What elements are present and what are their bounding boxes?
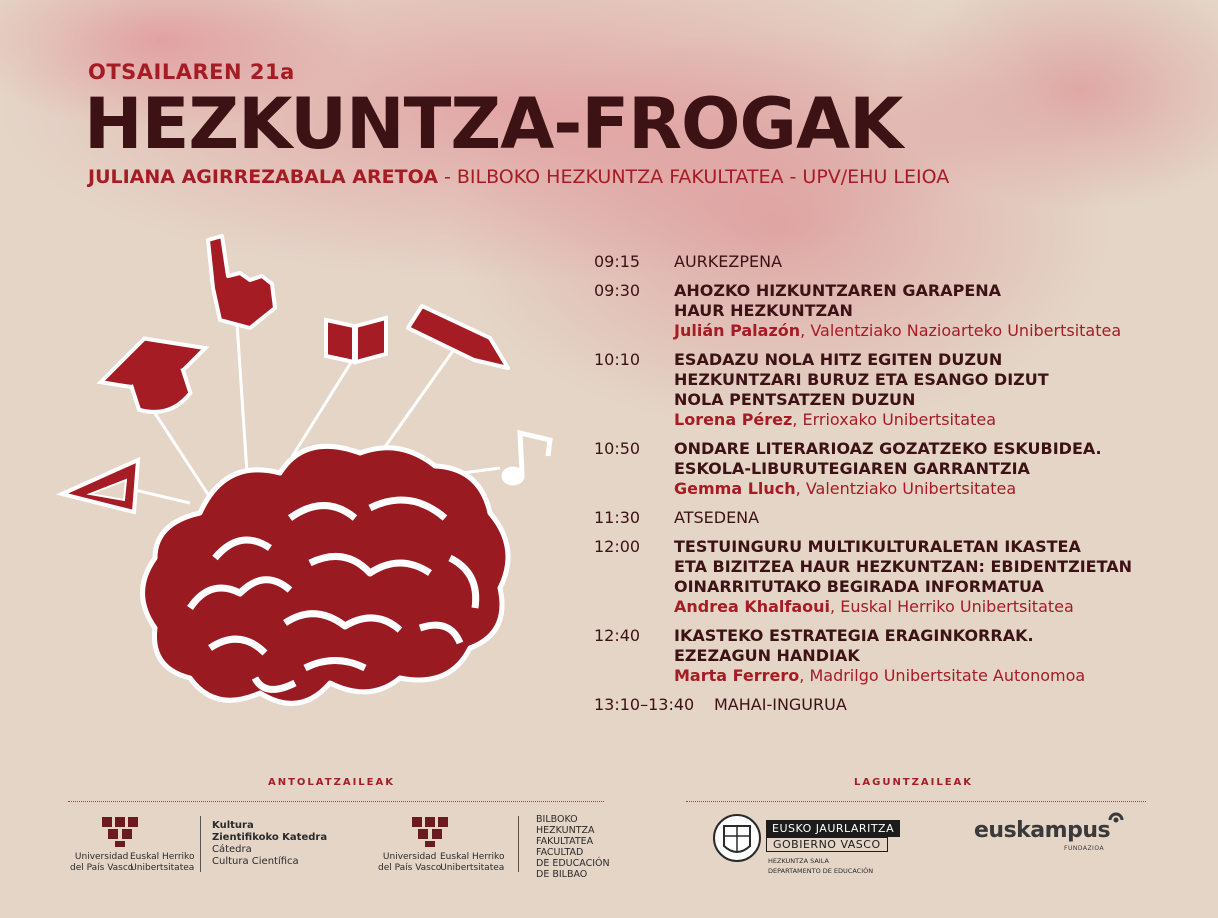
talk-speaker [674,321,1194,341]
program-schedule [594,252,1194,724]
speaker-affiliation: , Valentziako Unibertsitatea [795,479,1017,498]
euskampus-logo: euskampus [974,818,1111,843]
slot-time: 11:30 [594,508,641,527]
fakultatea-line: FACULTAD [536,847,584,858]
gov-dept-es: DEPARTAMENTO DE EDUCACIÓN [768,867,874,875]
fakultatea-line: DE BILBAO [536,869,588,880]
upv-eu-line: Unibertsitatea [130,863,195,873]
slot-label: MAHAI-INGURUA [714,695,847,714]
speaker-name: Julián Palazón [674,321,801,340]
speaker-name: Andrea Khalfaoui [674,597,831,616]
upv-es-line: del País Vasco [378,863,442,873]
upv-eu-line: Unibertsitatea [440,863,505,873]
talk-title-line: EZEZAGUN HANDIAK [674,646,860,665]
upv-eu-line: Euskal Herriko [130,852,195,862]
mortarboard-icon [92,322,220,427]
pointing-hand-icon [208,236,275,328]
upv-es-line: Universidad [74,852,129,862]
upv-es-line: del País Vasco [70,863,134,873]
triangle-ruler-icon [62,460,138,512]
katedra-line: Kultura [212,820,254,831]
upv-ehu-logo-icon [410,815,450,847]
katedra-line: Zientifikoko Katedra [212,832,328,843]
event-venue [88,166,949,188]
talk-title-line: ESKOLA-LIBURUTEGIAREN GARRANTZIA [674,459,1030,478]
euskampus-swirl-icon [1106,810,1126,830]
logo-separator [518,816,519,872]
program-slot-1010 [594,350,1194,430]
talk-title-line: IKASTEKO ESTRATEGIA ERAGINKORRAK. [674,626,1034,645]
slot-time: 09:15 [594,252,641,271]
talk-title-line: AHOZKO HIZKUNTZAREN GARAPENA [674,281,1002,300]
katedra-text [212,820,327,868]
upv-es-name [70,852,133,874]
speaker-affiliation: , Valentziako Nazioarteko Unibertsitatea [800,321,1122,340]
program-slot-0930 [594,281,1194,341]
talk-speaker [674,597,1194,617]
basque-government-emblem-icon [712,812,762,864]
talk-title-line: TESTUINGURU MULTIKULTURALETAN IKASTEA [674,537,1081,556]
slot-time: 10:10 [594,350,641,369]
fakultatea-line: HEZKUNTZA [536,825,595,836]
fakultatea-line: DE EDUCACIÓN [536,858,610,869]
organizers-divider [68,801,604,802]
upv-es-line: Universidad [382,852,437,862]
brain-icon [143,446,509,703]
gov-dept-eu: HEZKUNTZA SAILA [768,857,829,865]
slot-time: 10:50 [594,439,641,458]
speaker-affiliation: , Euskal Herriko Unibertsitatea [830,597,1074,616]
program-slot-1240 [594,626,1194,686]
gov-name-es: GOBIERNO VASCO [766,837,888,852]
event-title: HEZKUNTZA-FROGAK [84,83,903,165]
brain-illustration [50,228,570,748]
program-slot-0915 [594,252,1194,272]
talk-title-line: HEZKUNTZARI BURUZ ETA ESANGO DIZUT [674,370,1049,389]
slot-time: 13:10–13:40 [594,695,695,714]
talk-title-line: HAUR HEZKUNTZAN [674,301,853,320]
fakultatea-text [536,814,610,880]
talk-title-line: OINARRITUTAKO BEGIRADA INFORMATUA [674,577,1044,596]
slot-time: 09:30 [594,281,641,300]
music-note-icon [504,433,550,483]
speaker-affiliation: , Errioxako Unibertsitatea [792,410,996,429]
speaker-name: Marta Ferrero [674,666,800,685]
fakultatea-line: BILBOKO [536,814,578,825]
gov-name-eu: EUSKO JAURLARITZA [766,820,900,837]
venue-hall: JULIANA AGIRREZABALA ARETOA [88,166,438,188]
book-icon [326,318,386,362]
upv-eu-line: Euskal Herriko [440,852,505,862]
event-date: OTSAILAREN 21a [88,60,295,84]
talk-title-line: ONDARE LITERARIOAZ GOZATZEKO ESKUBIDEA. [674,439,1102,458]
slot-time: 12:40 [594,626,641,645]
speaker-name: Gemma Lluch [674,479,796,498]
program-slot-1130 [594,508,1194,528]
slot-label: AURKEZPENA [674,252,783,271]
talk-speaker [674,410,1194,430]
euskampus-sub: FUNDAZIOA [1064,845,1105,852]
upv-eu-name [130,852,194,874]
katedra-line: Cátedra [212,844,252,855]
program-slot-1050 [594,439,1194,499]
slot-label: ATSEDENA [674,508,760,527]
talk-speaker [674,479,1194,499]
pencil-icon [408,306,508,368]
program-slot-1200 [594,537,1194,617]
speaker-name: Lorena Pérez [674,410,793,429]
talk-speaker [674,666,1194,686]
upv-es-name [378,852,441,874]
upv-eu-name [440,852,504,874]
logo-separator [200,816,201,872]
upv-ehu-logo-icon [100,815,140,847]
talk-title-line: NOLA PENTSATZEN DUZUN [674,390,916,409]
fakultatea-line: FAKULTATEA [536,836,594,847]
katedra-line: Cultura Científica [212,856,299,867]
sponsors-label: LAGUNTZAILEAK [854,777,974,788]
talk-title-line: ETA BIZITZEA HAUR HEZKUNTZAN: EBIDENTZIETAN [674,557,1133,576]
talk-title-line: ESADAZU NOLA HITZ EGITEN DUZUN [674,350,1003,369]
speaker-affiliation: , Madrilgo Unibertsitate Autonomoa [799,666,1086,685]
program-slot-1310 [594,695,1194,715]
sponsors-divider [686,801,1146,802]
slot-time: 12:00 [594,537,641,556]
organizers-label: ANTOLATZAILEAK [268,777,395,788]
venue-place: - BILBOKO HEZKUNTZA FAKULTATEA - UPV/EHU LEIOA [437,166,950,188]
